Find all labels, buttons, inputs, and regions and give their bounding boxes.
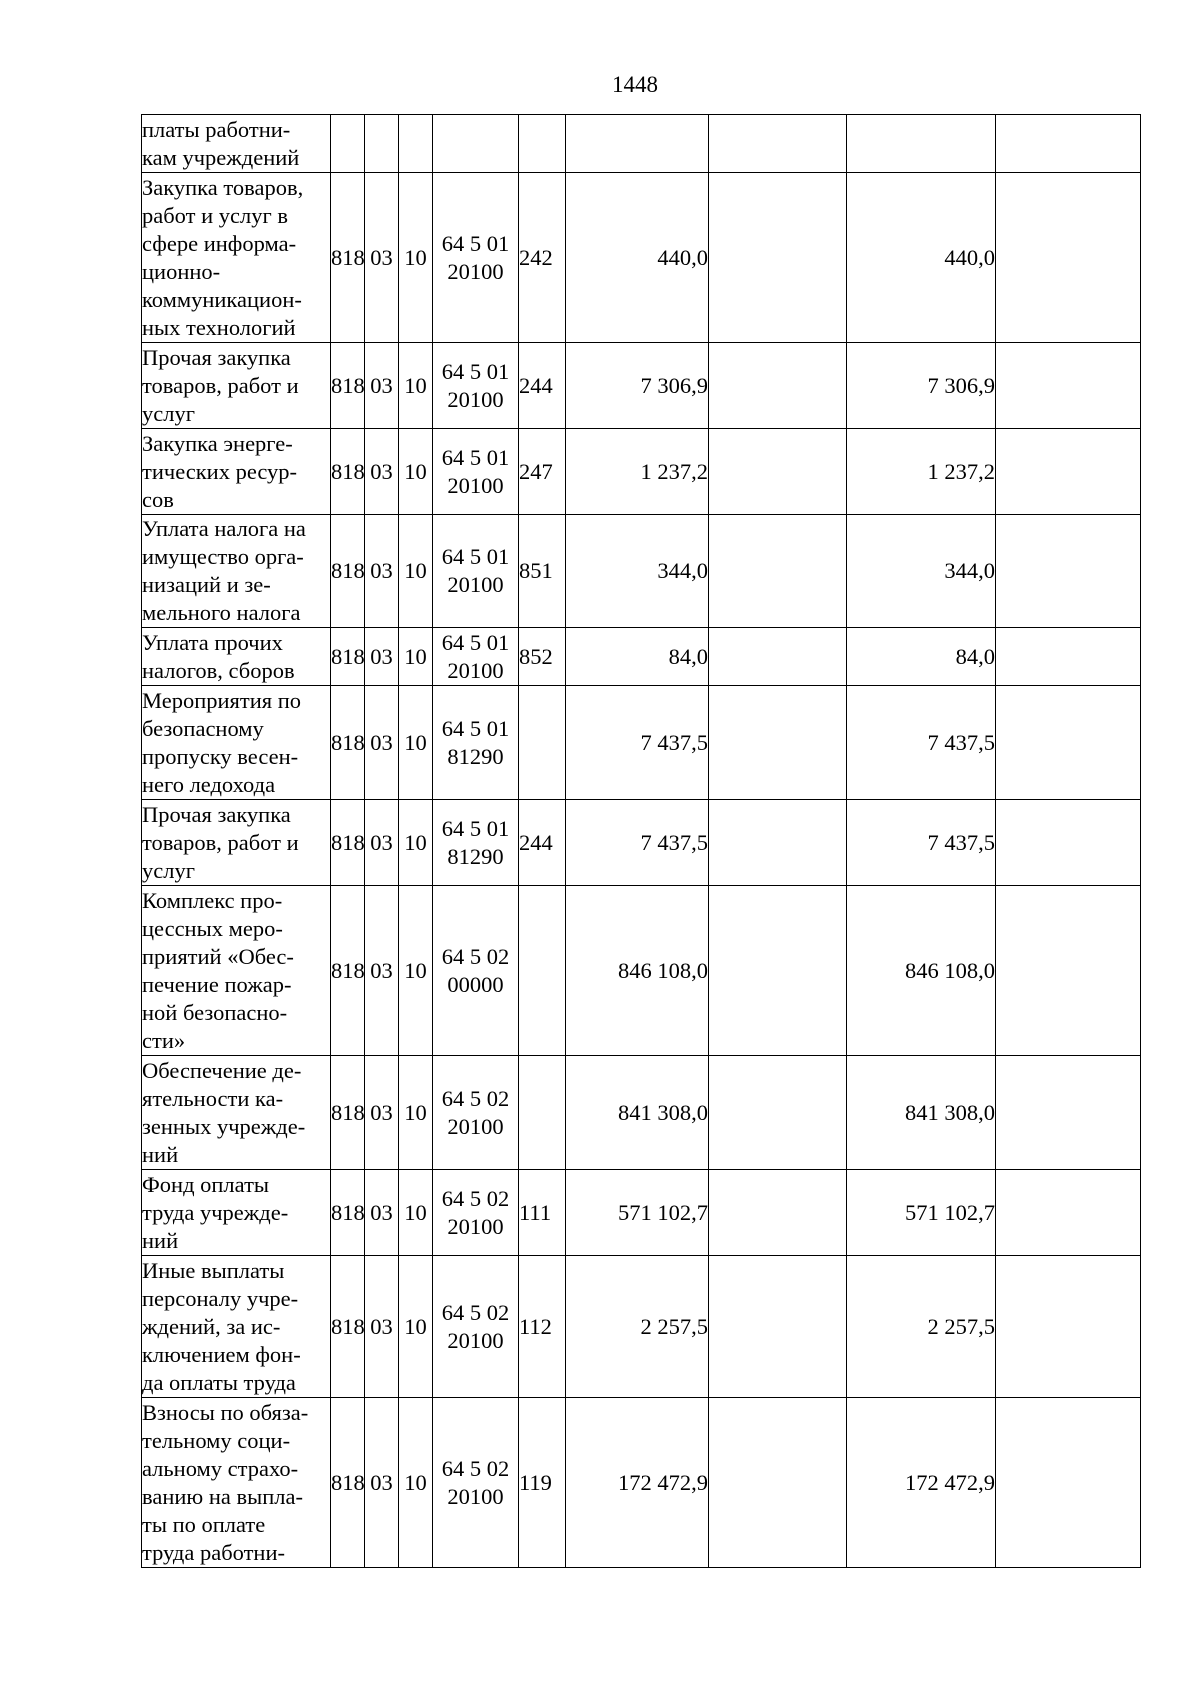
expense-type-cell: 852 <box>519 628 566 686</box>
amount-cell-b <box>847 115 996 173</box>
expense-name-cell <box>142 628 331 686</box>
expense-name-line: да оплаты труда <box>142 1369 296 1395</box>
ministry-code-cell: 818 <box>331 343 365 429</box>
target-article-cell <box>433 686 519 800</box>
amount-cell-c <box>996 429 1141 515</box>
expense-type-cell <box>519 686 566 800</box>
expense-name-cell <box>142 1256 331 1398</box>
table-row <box>142 343 1141 429</box>
amount-cell-a <box>709 1398 847 1568</box>
table-row <box>142 429 1141 515</box>
subsection-code-cell: 10 <box>399 1056 433 1170</box>
target-article-cell <box>433 1170 519 1256</box>
table-row <box>142 1170 1141 1256</box>
amount-cell-c <box>996 628 1141 686</box>
expense-name-line: низаций и зе- <box>142 572 271 597</box>
expense-name-line: налогов, сборов <box>142 657 295 683</box>
target-article-line: 20100 <box>447 572 504 597</box>
expense-name-line: него ледохода <box>142 771 276 797</box>
target-article-cell <box>433 800 519 886</box>
table-row <box>142 115 1141 173</box>
section-code-cell: 03 <box>365 1170 399 1256</box>
expense-name-line: ждений, за ис- <box>142 1313 281 1339</box>
total-amount-cell: 84,0 <box>566 628 709 686</box>
expense-name-line: имущество орга- <box>142 544 304 569</box>
expense-name-line: ной безопасно- <box>142 999 288 1025</box>
amount-cell-c <box>996 800 1141 886</box>
target-article-line: 20100 <box>447 258 504 284</box>
target-article-line: 64 5 01 <box>441 715 510 741</box>
target-article-cell <box>433 343 519 429</box>
section-code-cell: 03 <box>365 429 399 515</box>
expense-type-cell <box>519 1056 566 1170</box>
total-amount-cell: 1 237,2 <box>566 429 709 515</box>
target-article-cell <box>433 515 519 628</box>
target-article-line: 20100 <box>447 657 504 683</box>
expense-type-cell: 244 <box>519 343 566 429</box>
total-amount-cell: 7 437,5 <box>566 800 709 886</box>
budget-table-body <box>142 115 1141 1568</box>
page-number: 1448 <box>612 72 658 97</box>
target-article-line: 64 5 01 <box>441 815 510 841</box>
ministry-code-cell: 818 <box>331 800 365 886</box>
target-article-cell <box>433 1398 519 1568</box>
subsection-code-cell: 10 <box>399 800 433 886</box>
target-article-line: 64 5 01 <box>441 230 510 256</box>
expense-type-cell: 244 <box>519 800 566 886</box>
expense-name-line: товаров, работ и <box>142 829 299 855</box>
expense-name-cell <box>142 115 331 173</box>
table-row <box>142 800 1141 886</box>
expense-name-line: труда учрежде- <box>142 1199 289 1225</box>
ministry-code-cell <box>331 115 365 173</box>
target-article-line: 64 5 01 <box>441 544 510 569</box>
target-article-cell <box>433 886 519 1056</box>
total-amount-cell <box>566 115 709 173</box>
expense-name-line: мельного налога <box>142 600 301 625</box>
target-article-cell <box>433 1256 519 1398</box>
target-article-line: 81290 <box>447 743 504 769</box>
target-article-line: 20100 <box>447 1483 504 1509</box>
expense-name-line: Прочая закупка <box>142 344 291 370</box>
target-article-line: 00000 <box>447 971 504 997</box>
amount-cell-b: 7 437,5 <box>847 800 996 886</box>
amount-cell-b: 344,0 <box>847 515 996 628</box>
amount-cell-a <box>709 1056 847 1170</box>
expense-type-cell <box>519 886 566 1056</box>
amount-cell-a <box>709 115 847 173</box>
expense-name-line: услуг <box>142 400 195 426</box>
expense-name-line: приятий «Обес- <box>142 943 294 969</box>
ministry-code-cell: 818 <box>331 173 365 343</box>
amount-cell-c <box>996 115 1141 173</box>
total-amount-cell: 846 108,0 <box>566 886 709 1056</box>
expense-name-line: Комплекс про- <box>142 887 283 913</box>
expense-name-line: альному страхо- <box>142 1455 299 1481</box>
ministry-code-cell: 818 <box>331 1170 365 1256</box>
amount-cell-a <box>709 173 847 343</box>
expense-name-line: Закупка энерге- <box>142 430 293 456</box>
amount-cell-a <box>709 343 847 429</box>
target-article-line: 20100 <box>447 386 504 412</box>
subsection-code-cell: 10 <box>399 1256 433 1398</box>
expense-name-line: ционно- <box>142 258 221 284</box>
section-code-cell: 03 <box>365 1256 399 1398</box>
target-article-line: 64 5 01 <box>441 629 510 655</box>
target-article-line: 64 5 01 <box>441 358 510 384</box>
expense-name-cell <box>142 800 331 886</box>
amount-cell-b: 841 308,0 <box>847 1056 996 1170</box>
table-row <box>142 515 1141 628</box>
expense-name-line: тических ресур- <box>142 458 298 484</box>
expense-name-cell <box>142 1170 331 1256</box>
subsection-code-cell: 10 <box>399 429 433 515</box>
ministry-code-cell: 818 <box>331 686 365 800</box>
expense-type-cell: 111 <box>519 1170 566 1256</box>
ministry-code-cell: 818 <box>331 429 365 515</box>
amount-cell-a <box>709 515 847 628</box>
target-article-line: 20100 <box>447 1113 504 1139</box>
amount-cell-a <box>709 686 847 800</box>
expense-name-line: кам учреждений <box>142 144 300 170</box>
total-amount-cell: 7 306,9 <box>566 343 709 429</box>
subsection-code-cell: 10 <box>399 173 433 343</box>
section-code-cell <box>365 115 399 173</box>
ministry-code-cell: 818 <box>331 515 365 628</box>
table-row <box>142 686 1141 800</box>
expense-name-cell <box>142 173 331 343</box>
target-article-cell <box>433 429 519 515</box>
section-code-cell: 03 <box>365 1056 399 1170</box>
section-code-cell: 03 <box>365 173 399 343</box>
table-row <box>142 1398 1141 1568</box>
expense-name-line: сфере информа- <box>142 230 297 256</box>
expense-type-cell: 247 <box>519 429 566 515</box>
total-amount-cell: 440,0 <box>566 173 709 343</box>
expense-name-line: труда работни- <box>142 1539 285 1565</box>
amount-cell-b: 172 472,9 <box>847 1398 996 1568</box>
total-amount-cell: 571 102,7 <box>566 1170 709 1256</box>
expense-name-line: зенных учрежде- <box>142 1113 306 1139</box>
target-article-cell <box>433 628 519 686</box>
expense-name-line: безопасному <box>142 715 264 741</box>
ministry-code-cell: 818 <box>331 1256 365 1398</box>
expense-name-cell <box>142 515 331 628</box>
subsection-code-cell: 10 <box>399 686 433 800</box>
target-article-line: 64 5 02 <box>441 1455 510 1481</box>
amount-cell-b: 2 257,5 <box>847 1256 996 1398</box>
expense-name-line: Закупка товаров, <box>142 174 304 200</box>
total-amount-cell: 172 472,9 <box>566 1398 709 1568</box>
subsection-code-cell <box>399 115 433 173</box>
target-article-line: 81290 <box>447 843 504 869</box>
amount-cell-b: 571 102,7 <box>847 1170 996 1256</box>
expense-name-line: сов <box>142 486 174 512</box>
expense-name-cell <box>142 343 331 429</box>
expense-name-line: пропуску весен- <box>142 743 299 769</box>
target-article-line: 64 5 02 <box>441 1085 510 1111</box>
subsection-code-cell: 10 <box>399 628 433 686</box>
expense-name-line: тельному соци- <box>142 1427 291 1453</box>
table-row <box>142 1256 1141 1398</box>
expense-name-line: Обеспечение де- <box>142 1057 302 1083</box>
amount-cell-a <box>709 800 847 886</box>
total-amount-cell: 344,0 <box>566 515 709 628</box>
amount-cell-b: 7 306,9 <box>847 343 996 429</box>
section-code-cell: 03 <box>365 686 399 800</box>
subsection-code-cell: 10 <box>399 1170 433 1256</box>
expense-name-line: ванию на выпла- <box>142 1483 303 1509</box>
expense-name-line: ний <box>142 1227 179 1253</box>
expense-name-line: Фонд оплаты <box>142 1171 270 1197</box>
expense-name-line: ных технологий <box>142 314 296 340</box>
subsection-code-cell: 10 <box>399 515 433 628</box>
target-article-line: 64 5 01 <box>441 444 510 470</box>
expense-name-line: коммуникацион- <box>142 286 302 312</box>
total-amount-cell: 2 257,5 <box>566 1256 709 1398</box>
expense-name-cell <box>142 1398 331 1568</box>
amount-cell-b: 846 108,0 <box>847 886 996 1056</box>
ministry-code-cell: 818 <box>331 1056 365 1170</box>
subsection-code-cell: 10 <box>399 1398 433 1568</box>
amount-cell-c <box>996 1398 1141 1568</box>
amount-cell-b: 7 437,5 <box>847 686 996 800</box>
section-code-cell: 03 <box>365 515 399 628</box>
amount-cell-c <box>996 1056 1141 1170</box>
table-row <box>142 628 1141 686</box>
expense-name-line: платы работни- <box>142 116 291 142</box>
expense-name-line: сти» <box>142 1027 186 1053</box>
expense-name-cell <box>142 429 331 515</box>
expense-name-line: услуг <box>142 857 195 883</box>
expense-name-line: Прочая закупка <box>142 801 291 827</box>
expense-name-line: печение пожар- <box>142 971 292 997</box>
section-code-cell: 03 <box>365 628 399 686</box>
table-row <box>142 173 1141 343</box>
ministry-code-cell: 818 <box>331 628 365 686</box>
amount-cell-c <box>996 343 1141 429</box>
subsection-code-cell: 10 <box>399 343 433 429</box>
expense-name-line: ятельности ка- <box>142 1085 284 1111</box>
expense-type-cell: 112 <box>519 1256 566 1398</box>
expense-name-cell <box>142 686 331 800</box>
subsection-code-cell: 10 <box>399 886 433 1056</box>
target-article-line: 64 5 02 <box>441 1185 510 1211</box>
target-article-line: 20100 <box>447 472 504 498</box>
amount-cell-a <box>709 1256 847 1398</box>
target-article-cell <box>433 1056 519 1170</box>
amount-cell-c <box>996 1170 1141 1256</box>
section-code-cell: 03 <box>365 1398 399 1568</box>
table-row <box>142 1056 1141 1170</box>
expense-type-cell: 851 <box>519 515 566 628</box>
expense-type-cell: 242 <box>519 173 566 343</box>
target-article-line: 20100 <box>447 1213 504 1239</box>
expense-name-cell <box>142 886 331 1056</box>
expense-name-line: работ и услуг в <box>142 202 288 228</box>
section-code-cell: 03 <box>365 343 399 429</box>
ministry-code-cell: 818 <box>331 1398 365 1568</box>
budget-table <box>141 114 1141 1568</box>
expense-name-line: ний <box>142 1141 179 1167</box>
expense-name-line: Взносы по обяза- <box>142 1399 309 1425</box>
expense-name-line: персоналу учре- <box>142 1285 299 1311</box>
table-row <box>142 886 1141 1056</box>
expense-name-line: товаров, работ и <box>142 372 299 398</box>
amount-cell-c <box>996 1256 1141 1398</box>
expense-name-line: Уплата прочих <box>142 629 283 655</box>
expense-name-line: Иные выплаты <box>142 1257 285 1283</box>
target-article-line: 64 5 02 <box>441 1299 510 1325</box>
amount-cell-b: 440,0 <box>847 173 996 343</box>
target-article-cell <box>433 173 519 343</box>
amount-cell-a <box>709 1170 847 1256</box>
expense-name-line: Уплата налога на <box>142 516 306 541</box>
amount-cell-a <box>709 886 847 1056</box>
total-amount-cell: 841 308,0 <box>566 1056 709 1170</box>
section-code-cell: 03 <box>365 800 399 886</box>
expense-name-line: цессных меро- <box>142 915 283 941</box>
section-code-cell: 03 <box>365 886 399 1056</box>
target-article-line: 64 5 02 <box>441 943 510 969</box>
expense-name-line: Мероприятия по <box>142 687 302 713</box>
amount-cell-b: 1 237,2 <box>847 429 996 515</box>
amount-cell-c <box>996 173 1141 343</box>
amount-cell-c <box>996 515 1141 628</box>
amount-cell-a <box>709 628 847 686</box>
expense-name-line: ключением фон- <box>142 1341 301 1367</box>
amount-cell-b: 84,0 <box>847 628 996 686</box>
amount-cell-c <box>996 886 1141 1056</box>
expense-type-cell: 119 <box>519 1398 566 1568</box>
ministry-code-cell: 818 <box>331 886 365 1056</box>
expense-name-cell <box>142 1056 331 1170</box>
expense-type-cell <box>519 115 566 173</box>
amount-cell-c <box>996 686 1141 800</box>
expense-name-line: ты по оплате <box>142 1511 266 1537</box>
target-article-cell <box>433 115 519 173</box>
amount-cell-a <box>709 429 847 515</box>
target-article-line: 20100 <box>447 1327 504 1353</box>
total-amount-cell: 7 437,5 <box>566 686 709 800</box>
